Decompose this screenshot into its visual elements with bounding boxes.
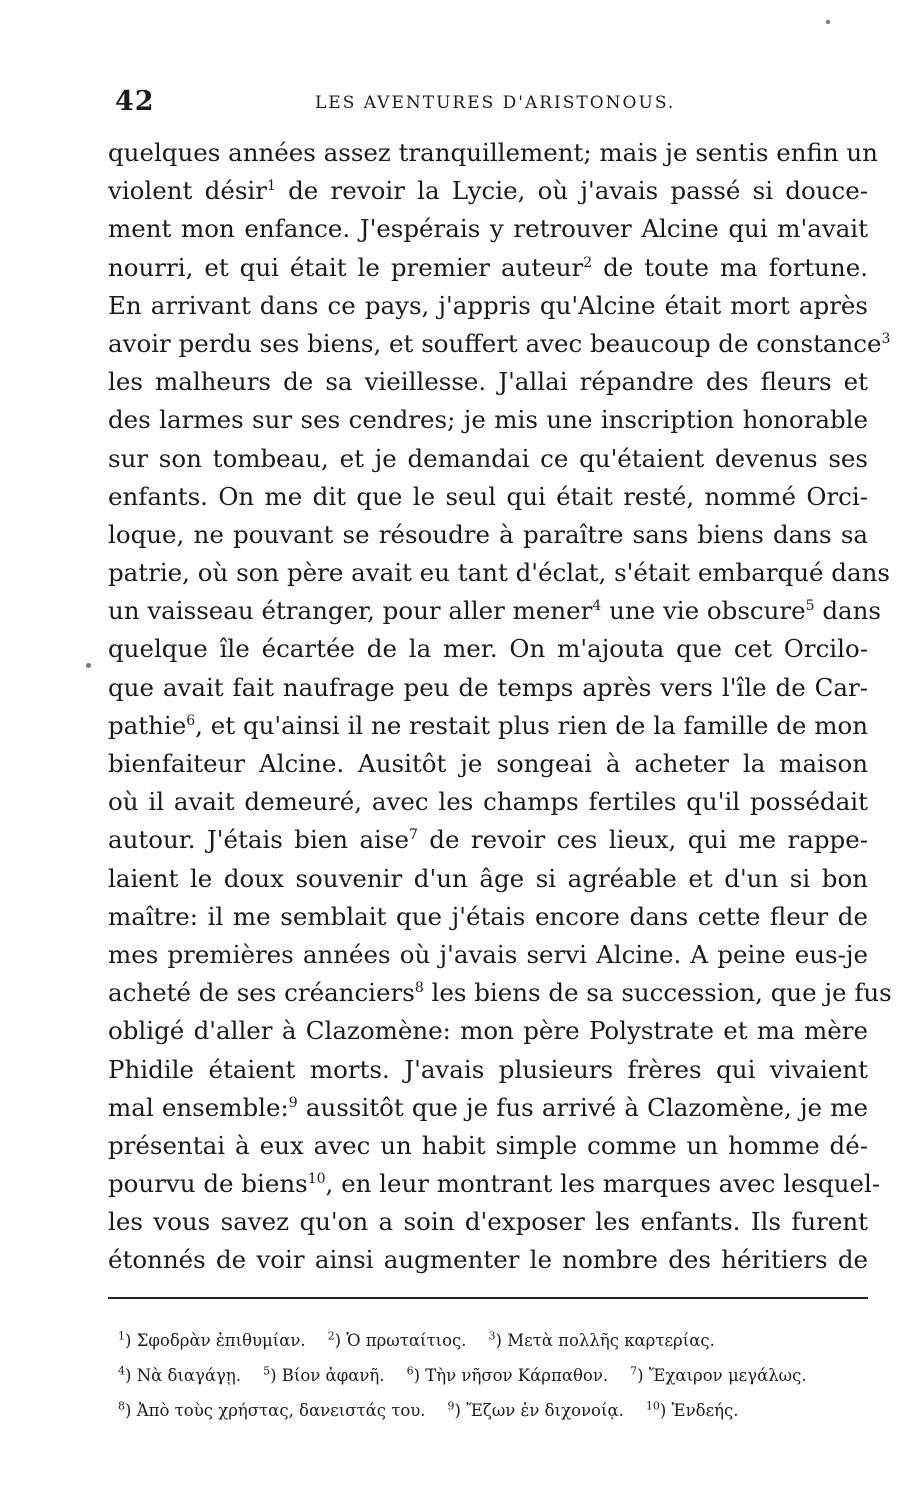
text-line: [108, 936, 868, 974]
footnote: [407, 1366, 609, 1385]
footnote: [489, 1331, 715, 1350]
text-segment: des larmes sur ses cendres; je mis une inscription honorable: [108, 405, 868, 435]
text-line: [108, 210, 868, 248]
footnote-text: Ἔχαιρον μεγάλως.: [648, 1365, 807, 1385]
footnote-reference: 5: [805, 598, 815, 615]
footnote-reference: 2: [583, 254, 593, 271]
text-segment: dans: [814, 596, 881, 626]
footnote: [646, 1401, 739, 1420]
footnote: [263, 1366, 385, 1385]
text-segment: Phidile étaient morts. J'avais plusieurs frères qui vivaient: [108, 1054, 868, 1084]
footnote-paren: ): [413, 1365, 426, 1385]
text-line: [108, 172, 868, 210]
text-segment: obligé d'aller à Clazomène: mon père Polystrate et ma mère: [108, 1016, 868, 1046]
footnote-reference: 8: [414, 979, 424, 996]
footnote-text: Ὁ πρωταίτιος.: [346, 1330, 467, 1350]
text-segment: enfants. On me dit que le seul qui était resté, nommé Orci-: [108, 481, 868, 511]
text-segment: laient le doux souvenir d'un âge si agréable et d'un si bon: [108, 863, 868, 893]
text-line: [108, 898, 868, 936]
text-segment: , en leur montrant les marques avec lesquel-: [325, 1169, 881, 1199]
text-segment: étonnés de voir ainsi augmenter le nombre des héritiers de: [108, 1245, 868, 1275]
footnote-text: Νὰ διαγάγῃ.: [136, 1365, 242, 1385]
text-line: [108, 134, 878, 172]
footnote-reference: 6: [186, 712, 196, 729]
text-segment: patrie, où son père avait eu tant d'éclat, s'était embarqué dans: [108, 558, 890, 588]
text-segment: bienfaiteur Alcine. Ausitôt je songeai à acheter la maison: [108, 749, 868, 778]
footnote-text: Ἀπὸ τοὺς χρήστας, δανειστάς του.: [136, 1400, 426, 1420]
text-segment: autour. J'étais bien aise: [108, 825, 409, 855]
text-segment: pathie: [108, 710, 187, 740]
text-segment: sur son tombeau, et je demandai ce qu'étaient devenus ses: [108, 443, 868, 473]
footnote-paren: ): [454, 1400, 467, 1420]
text-segment: un vaisseau étranger, pour aller mener: [108, 596, 593, 626]
footnote-text: Σφοδρὰν ἐπιθυμίαν.: [136, 1330, 306, 1350]
footnote-mark: 7: [630, 1364, 638, 1377]
footnote-reference: 9: [288, 1094, 298, 1111]
text-line: [108, 1165, 881, 1203]
footnote-reference: 7: [408, 827, 418, 844]
text-segment: quelque île écartée de la mer. On m'ajouta que cet Orcilo-: [108, 634, 868, 664]
text-line: [108, 1127, 868, 1165]
text-segment: En arrivant dans ce pays, j'appris qu'Alcine était mort après: [108, 290, 868, 320]
text-line: [108, 745, 868, 783]
page-header: [115, 86, 875, 120]
footnote-paren: ): [125, 1400, 137, 1420]
text-line: [108, 974, 892, 1012]
footnote: [118, 1401, 426, 1420]
footnote-text: Βίον ἀφανῆ.: [281, 1365, 385, 1385]
footnote-paren: ): [125, 1365, 137, 1385]
footnote-paren: ): [334, 1330, 347, 1350]
footnote-line: [118, 1353, 878, 1388]
footnote-text: Ἔζων ἐν διχονοίᾳ.: [466, 1400, 624, 1420]
text-line: [108, 783, 868, 821]
footnote-mark: 9: [447, 1399, 455, 1412]
text-line: [108, 516, 868, 554]
text-segment: les malheurs de sa vieillesse. J'allai répandre des fleurs et: [108, 367, 868, 397]
text-segment: de toute ma fortune.: [592, 252, 868, 282]
footnote: [630, 1366, 807, 1385]
page-number: 42: [115, 86, 155, 117]
text-line: [108, 1241, 868, 1279]
text-segment: mes premières années où j'avais servi Alcine. A peine eus-je: [108, 939, 868, 969]
text-segment: nourri, et qui était le premier auteur: [108, 252, 584, 282]
text-segment: de revoir la Lycie, où j'avais passé si douce-: [275, 176, 869, 206]
text-segment: , et qu'ainsi il ne restait plus rien de la famille de mon: [195, 710, 868, 740]
text-line: [108, 1089, 868, 1127]
footnote-mark: 8: [118, 1399, 125, 1412]
footnote: [328, 1331, 467, 1350]
text-segment: ment mon enfance. J'espérais y retrouver Alcine qui m'avait: [108, 214, 868, 244]
footnote-reference: 3: [881, 330, 891, 347]
text-segment: quelques années assez tranquillement; mais je sentis enfin un: [108, 138, 878, 167]
text-line: [108, 821, 868, 859]
footnote-mark: 3: [488, 1329, 496, 1342]
paper-speck: [86, 663, 91, 668]
text-line: [108, 554, 890, 592]
footnote-mark: 4: [118, 1364, 125, 1377]
text-segment: loque, ne pouvant se résoudre à paraître sans biens dans sa: [108, 519, 868, 549]
text-segment: aussitôt que je fus arrivé à Clazomène, je me: [297, 1092, 868, 1122]
body-text: [108, 134, 892, 1280]
text-segment: violent désir: [108, 176, 267, 206]
footnote: [118, 1331, 306, 1350]
text-segment: pourvu de biens: [108, 1169, 308, 1199]
footnote-paren: ): [125, 1330, 137, 1350]
footnote-rule: [108, 1297, 868, 1299]
footnote-text: Μετὰ πολλῆς καρτερίας.: [507, 1330, 715, 1350]
footnote-text: Ἐνδεής.: [671, 1400, 739, 1420]
footnote-paren: ): [495, 1330, 508, 1350]
text-segment: les vous savez qu'on a soin d'exposer les enfants. Ils furent: [108, 1207, 868, 1237]
text-line: [108, 630, 868, 668]
text-segment: présentai à eux avec un habit simple comme un homme dé-: [108, 1130, 868, 1160]
text-line: [108, 363, 868, 401]
text-segment: acheté de ses créanciers: [108, 978, 415, 1008]
footnote-reference: 4: [592, 598, 602, 615]
footnotes: [118, 1318, 878, 1423]
paper-speck: [826, 20, 830, 24]
text-segment: mal ensemble:: [108, 1092, 289, 1122]
text-line: [108, 287, 868, 325]
running-title: LES AVENTURES D'ARISTONOUS.: [315, 93, 676, 113]
footnote-text: Τὴν νῆσον Κάρπαθον.: [425, 1365, 609, 1385]
text-line: [108, 669, 868, 707]
text-line: [108, 860, 868, 898]
footnote-line: [118, 1388, 878, 1423]
footnote-mark: 6: [406, 1364, 414, 1377]
text-segment: de revoir ces lieux, qui me rappe-: [417, 825, 868, 855]
footnote: [118, 1366, 241, 1385]
footnote-reference: 1: [266, 178, 276, 195]
footnote-reference: 10: [307, 1170, 326, 1187]
text-segment: les biens de sa succession, que je fus: [423, 978, 892, 1008]
text-line: [108, 401, 868, 439]
text-line: [108, 1203, 868, 1241]
text-line: [108, 592, 881, 630]
footnote: [448, 1401, 624, 1420]
text-line: [108, 1051, 868, 1089]
footnote-paren: ): [270, 1365, 282, 1385]
footnote-line: [118, 1318, 878, 1353]
text-line: [108, 325, 891, 363]
text-segment: que avait fait naufrage peu de temps après vers l'île de Car-: [108, 672, 868, 702]
text-segment: une vie obscure: [601, 596, 806, 626]
text-line: [108, 249, 868, 287]
footnote-paren: ): [659, 1400, 672, 1420]
footnote-mark: 2: [327, 1329, 335, 1342]
text-segment: maître: il me semblait que j'étais encore dans cette fleur de: [108, 901, 868, 931]
footnote-mark: 5: [263, 1364, 271, 1377]
text-line: [108, 440, 868, 478]
footnote-paren: ): [637, 1365, 649, 1385]
text-segment: où il avait demeuré, avec les champs fertiles qu'il possédait: [108, 787, 868, 817]
footnote-mark: 1: [118, 1329, 125, 1342]
text-segment: avoir perdu ses biens, et souffert avec beaucoup de constance: [108, 328, 882, 358]
text-line: [108, 707, 868, 745]
footnote-mark: 10: [645, 1399, 660, 1412]
text-line: [108, 478, 868, 516]
text-line: [108, 1012, 868, 1050]
